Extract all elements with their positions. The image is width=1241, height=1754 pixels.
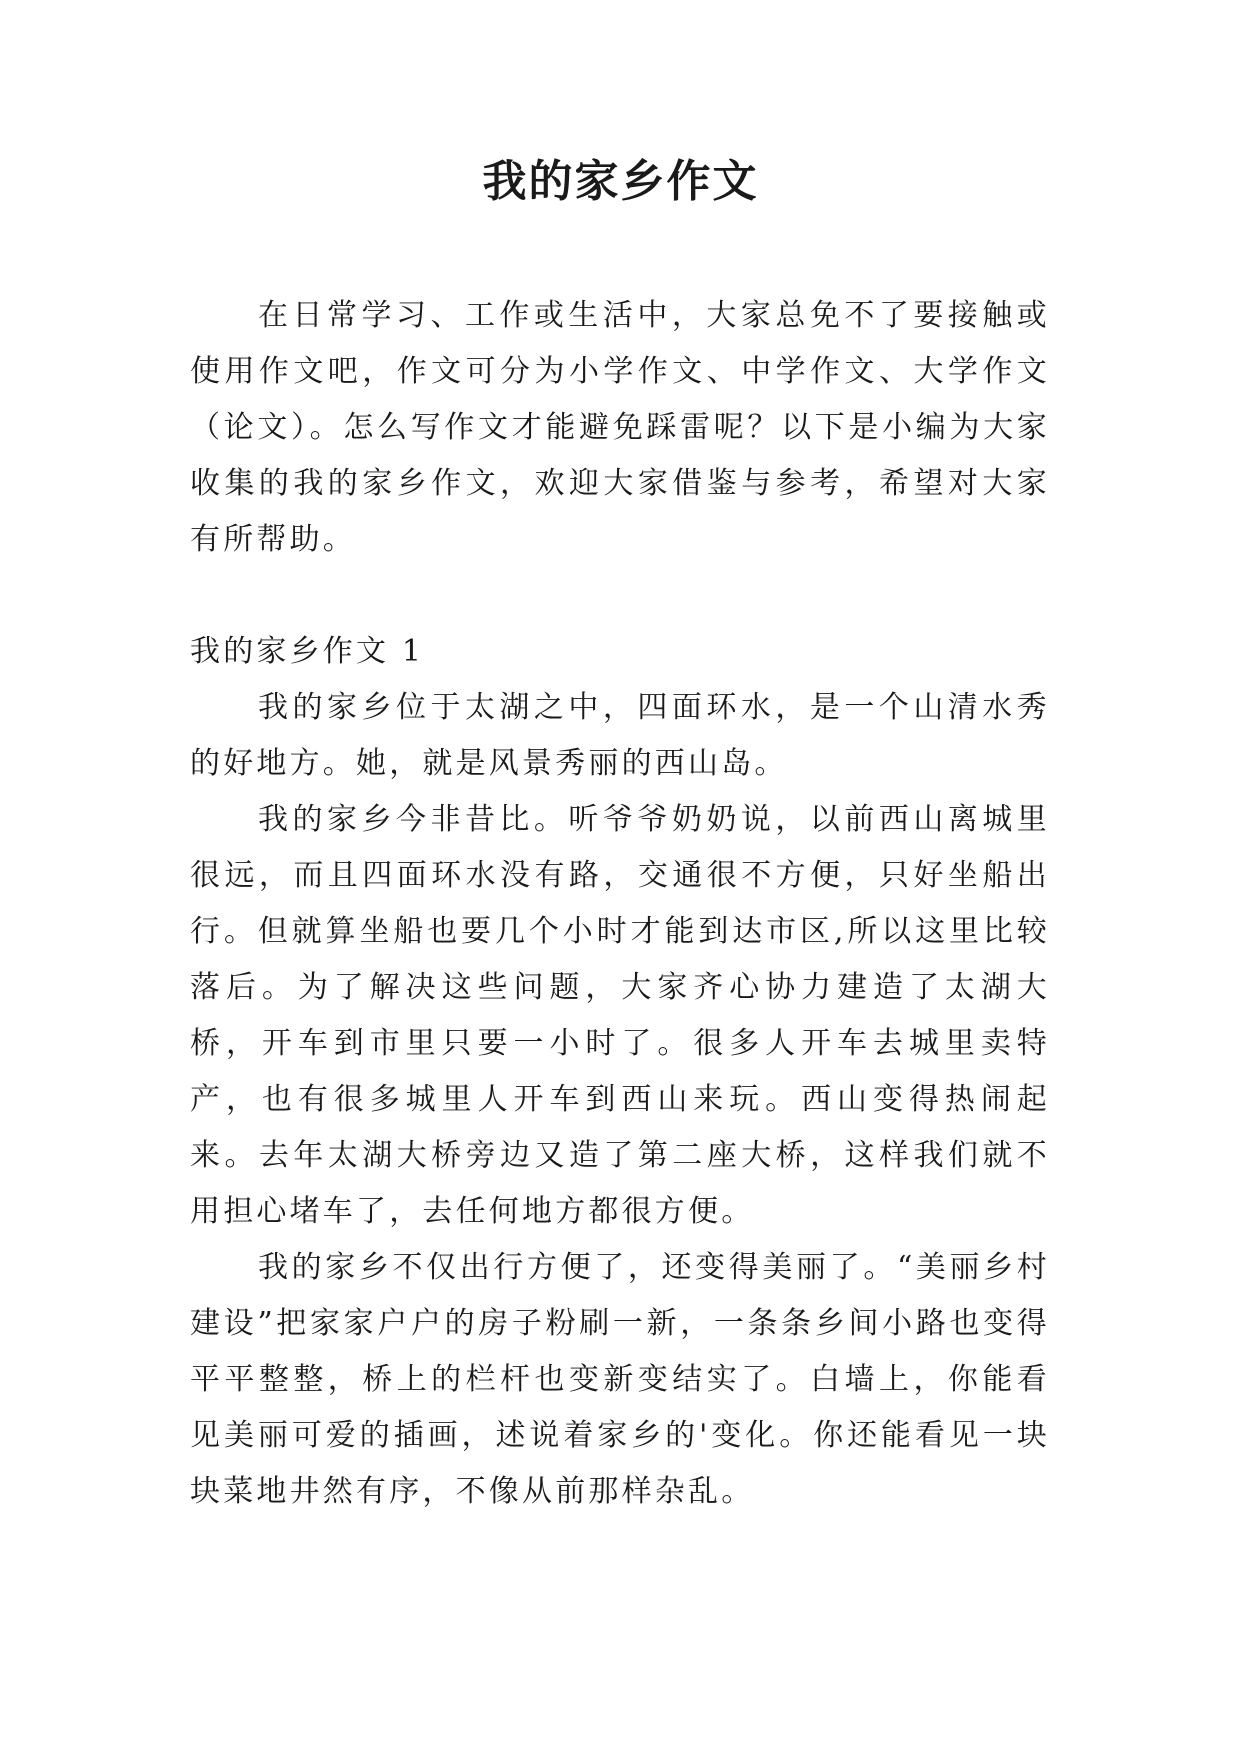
body-paragraph-1: 我的家乡位于太湖之中，四面环水，是一个山清水秀的好地方。她，就是风景秀丽的西山岛。 (190, 690, 1050, 781)
document-title: 我的家乡作文 (482, 156, 759, 207)
section-heading: 我的家乡作文 1 (190, 634, 425, 669)
intro-paragraph: 在日常学习、工作或生活中，大家总免不了要接触或使用作文吧，作文可分为小学作文、中学作文、大学作文（论文）。怎么写作文才能避免踩雷呢？以下是小编为大家收集的我的家乡作文，欢迎大家借鉴与参考，希望对大家有所帮助。 (190, 298, 1050, 557)
body-paragraph-2: 我的家乡今非昔比。听爷爷奶奶说，以前西山离城里很远，而且四面环水没有路，交通很不方便，只好坐船出行。但就算坐船也要几个小时才能到达市区,所以这里比较落后。为了解决这些问题，大家齐心协力建造了太湖大桥，开车到市里只要一小时了。很多人开车去城里卖特产，也有很多城里人开车到西山来玩。西山变得热闹起来。去年太湖大桥旁边又造了第二座大桥，这样我们就不用担心堵车了，去任何地方都很方便。 (190, 802, 1050, 1229)
body-paragraph-3: 我的家乡不仅出行方便了，还变得美丽了。“美丽乡村建设”把家家户户的房子粉刷一新，一条条乡间小路也变得平平整整，桥上的栏杆也变新变结实了。白墙上，你能看见美丽可爱的插画，述说着家乡的'变化。你还能看见一块块菜地井然有序，不像从前那样杂乱。 (190, 1250, 1050, 1509)
document-body (190, 288, 1050, 1520)
